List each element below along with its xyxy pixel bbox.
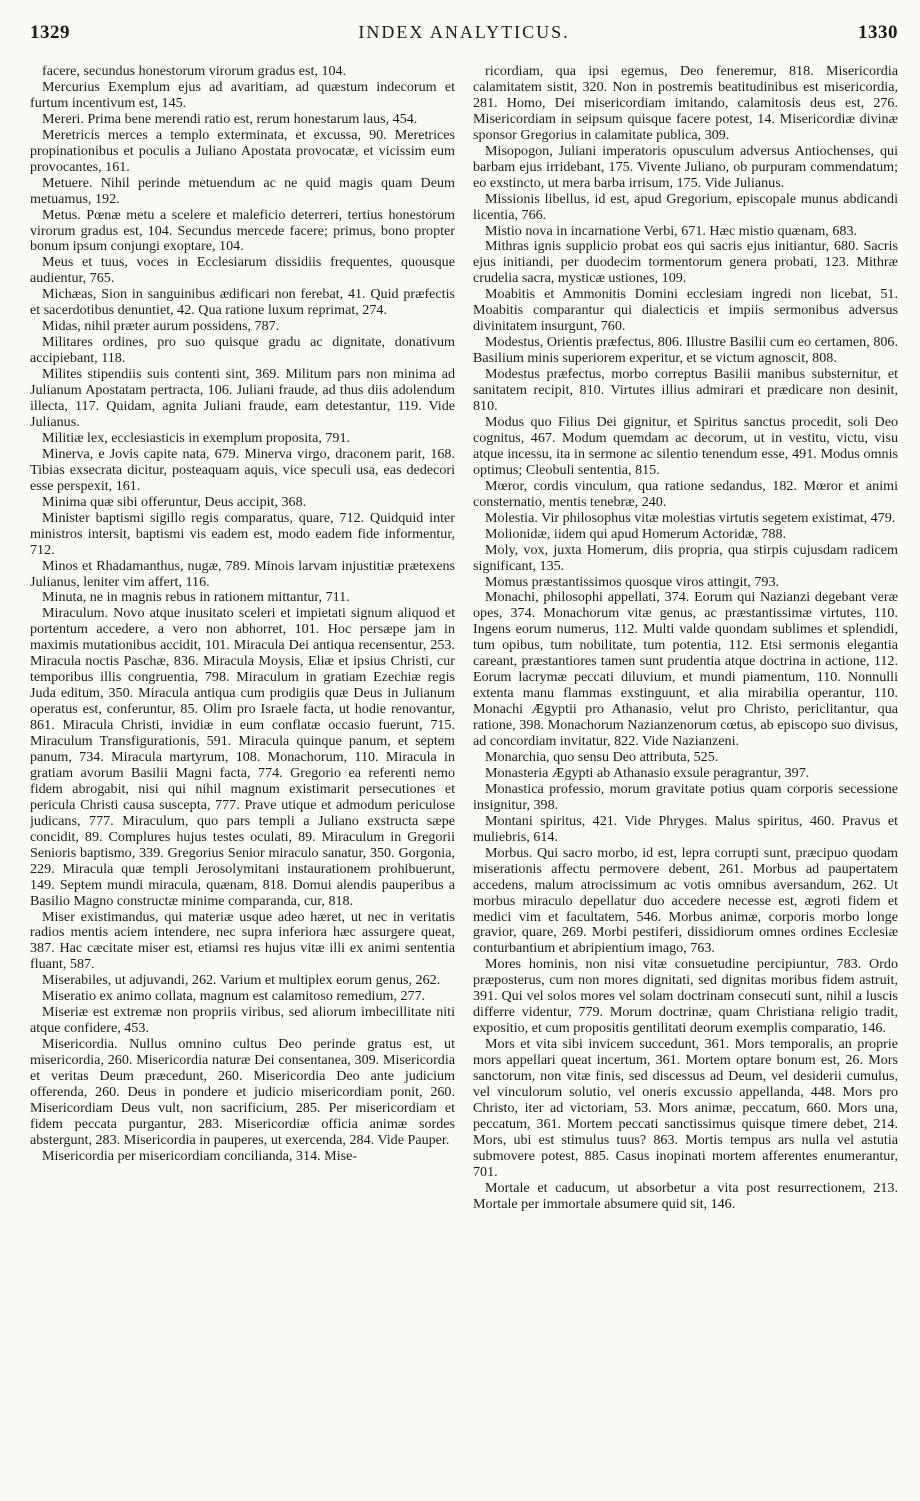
page-number-left: 1329 [30, 22, 70, 43]
index-entry: Moly, vox, juxta Homerum, diis propria, qua stirpis cujusdam radicem significant, 135. [473, 541, 898, 574]
index-entry: Metuere. Nihil perinde metuendum ac ne quid magis quam Deum metuamus, 192. [30, 174, 455, 207]
index-entry: Monasteria Ægypti ab Athanasio exsule peragrantur, 397. [485, 764, 810, 781]
index-entry: Misericordia per misericordiam concilianda, 314. Mise- [42, 1147, 358, 1164]
index-entry: Mithras ignis supplicio probat eos qui sacris ejus initiantur, 680. Sacris ejus initiandi, per duodecim tormentorum genera probati, 123. Mithræ crudelia sacra, mysticæ ustiones, 109. [473, 238, 898, 287]
index-entry: Minima quæ sibi offeruntur, Deus accipit, 368. [42, 493, 307, 510]
index-entry: Mœror, cordis vinculum, qua ratione sedandus, 182. Mœror et animi consternatio, mentis tenebræ, 240. [473, 477, 898, 510]
index-entry: Minerva, e Jovis capite nata, 679. Minerva virgo, draconem parit, 168. Tibias exsecrata dicitur, posteaquam aquis, vice speculi usa, eas dedecori esse perspexit, 161. [30, 445, 455, 494]
index-entry: Milites stipendiis suis contenti sint, 369. Militum pars non minima ad Julianum Apostatam pertracta, 106. Juliani fraude, ad thus diis adolendum illecta, 117. Quidam, agnita Juliani fraude, eam detestantur, 119. Vide Julianus. [30, 366, 455, 430]
right-column [473, 64, 898, 1213]
index-entry: Minister baptismi sigillo regis comparatus, quare, 712. Quidquid inter ministros intersit, baptismi vis eadem est, modo eadem fide informentur, 712. [30, 509, 455, 558]
index-entry: Montani spiritus, 421. Vide Phryges. Malus spiritus, 460. Pravus et muliebris, 614. [473, 812, 898, 845]
index-entry: Mors et vita sibi invicem succedunt, 361. Mors temporalis, an proprie mors appellari queat incertum, 361. Mortem optare bonum est, 26. Mors sanctorum, non vitæ finis, sed discessus ad Deum, vel desiderii cumulus, vel vinculorum solutio, vel oneris excussio appellanda, 448. Mors pro Christo, iter ad victoriam, 53. Mors animæ, peccatum, 660. Mors una, peccatum, 361. Mortem peccati sanctissimus quisque timere debet, 214. Mors, ubi est stimulus tuus? 863. Mortis tempus ars nulla vel astutia submovere potest, 885. Casus inopinati mortem afferentes enumerantur, 701. [473, 1036, 898, 1180]
index-entry: Meus et tuus, voces in Ecclesiarum dissidiis frequentes, quousque audientur, 765. [30, 254, 455, 287]
index-entry: Minuta, ne in magnis rebus in rationem mittantur, 711. [42, 589, 350, 606]
index-entry: Metus. Pœnæ metu a scelere et maleficio deterreri, tertius honestorum virorum gradus est, 104. Secundus mercede facere; primus, bono propter bonum ipsum conjungi exoptare, 104. [30, 206, 455, 255]
index-entry: Moabitis et Ammonitis Domini ecclesiam ingredi non licebat, 51. Moabitis comparantur qui dialecticis et impiis sermonibus adversus divinitatem insurgunt, 760. [473, 286, 898, 335]
index-entry: Monastica professio, morum gravitate potius quam corporis secessione insignitur, 398. [473, 780, 898, 813]
index-entry: Monachi, philosophi appellati, 374. Eorum qui Nazianzi degebant veræ opes, 374. Monachorum vitæ genus, ac præstantissimæ virtutes, 110. Ingens eorum numerus, 112. Multi valde quondam sublimes et splendidi, tum opibus, tum nobilitate, tum potentia, 112. Etsi sermonis elegantia careant, præstantiores tamen sunt prudentia atque doctrina in actione, 112. Eorum lacrymæ peccati diluvium, et mundi piamentum, 110. Nonnulli extenta manu flammas exstinguunt, et alia mirabilia operantur, 110. Monachi Ægyptii pro Athanasio, velut pro Christo, periclitantur, qua ratione, 398. Monachorum Nazianzenorum cœtus, ab episcopo suo divisus, ad concordiam invitatur, 822. Vide Nazianzeni. [473, 589, 898, 750]
index-entry: Momus præstantissimos quosque viros attingit, 793. [485, 573, 780, 590]
index-entry: Mistio nova in incarnatione Verbi, 671. Hæc mistio quænam, 683. [485, 222, 858, 239]
index-entry: Modestus, Orientis præfectus, 806. Illustre Basilii cum eo certamen, 806. Basilium minis superiorem experitur, et se victum agnoscit, 808. [473, 334, 898, 367]
index-entry: Miraculum. Novo atque inusitato sceleri et impietati signum aliquod et portentum accedere, a vero non abhorret, 101. Hoc persæpe jam in maximis mutationibus accidit, 101. Miracula Dei antiqua recensentur, 253. Miracula noctis Paschæ, 836. Miracula Moysis, Eliæ et ipsius Christi, cur temporibus illis congruentia, 798. Miraculum in gratiam Ezechiæ regis Juda editum, 350. Miracula antiqua cum prodigiis quæ Deus in Julianum operatus est, conferuntur, 85. Olim pro Israele facta, ut hodie renovantur, 861. Miracula Christi, invidiæ in eum conflatæ occasio fuerunt, 715. Miraculum Transfigurationis, 591. Miracula quinque panum, et septem panum, 734. Miracula martyrum, 108. Monachorum, 110. Miracula in gratiam avorum Basilii Magni facta, 774. Gregorio ea referenti nemo fidem abrogabit, nisi qui nihil magnum existimarit persecutiones et pericula Christi causa suscepta, 777. Prave utique et admodum periculose judicans, 777. Miraculum, quo pars templi a Juliano exstructa sæpe concidit, 89. Complures hujus testes oculati, 89. Miraculum in Gregorii Senioris baptismo, 339. Gregorius Senior miraculo sanatur, 350. Gorgonia, 229. Miracula quæ templi Jerosolymitani instaurationem prohibuerunt, 149. Septem mundi miracula, quænam, 818. Domui alendis pauperibus a Basilio Magno constructæ minime comparanda, cur, 818. [30, 605, 455, 909]
index-entry: Misopogon, Juliani imperatoris opusculum adversus Antiochenses, qui barbam ejus irridebant, 175. Vivente Juliano, ob purpuram commendatum; eo exstincto, ut mera barba irrisum, 175. Vide Julianus. [473, 142, 898, 191]
index-entry: Militares ordines, pro suo quisque gradu ac dignitate, donativum accipiebant, 118. [30, 334, 455, 367]
index-entry: Misericordia. Nullus omnino cultus Deo perinde gratus est, ut misericordia, 260. Misericordia naturæ Dei consentanea, 309. Misericordia et veritas Deum præcedunt, 260. Misericordia Deo ante judicium offerenda, 260. Deus in pondere et judicio misericordiam ponit, 260. Misericordiam Deus vult, non sacrificium, 285. Per misericordiam et fidem peccata purgantur, 283. Misericordiæ officia animæ sordes abstergunt, 283. Misericordia in pauperes, ut exercenda, 284. Vide Pauper. [30, 1036, 455, 1148]
index-entry: Michæas, Sion in sanguinibus ædificari non ferebat, 41. Quid præfectis et sacerdotibus denuntiet, 42. Qua ratione luxum reprimat, 274. [30, 286, 455, 319]
two-column-body [30, 64, 898, 1213]
index-entry: Missionis libellus, id est, apud Gregorium, episcopale munus abdicandi licentia, 766. [473, 190, 898, 223]
index-entry: Molionidæ, iidem qui apud Homerum Actoridæ, 788. [485, 525, 787, 542]
running-header [30, 22, 898, 48]
index-entry: Mortale et caducum, ut absorbetur a vita post resurrectionem, 213. Mortale per immortale absumere quid sit, 146. [473, 1179, 898, 1212]
index-entry: Modestus præfectus, morbo correptus Basilii manibus substernitur, et sanitatem recipit, 810. Virtutes illius admirari et prædicare non desinit, 810. [473, 366, 898, 415]
index-entry: Meretricis merces a templo exterminata, et excussa, 90. Meretrices propinationibus et poculis a Juliano Apostata provocatæ, et vicissim eum provocantes, 161. [30, 126, 455, 175]
index-entry: Militiæ lex, ecclesiasticis in exemplum proposita, 791. [42, 429, 351, 446]
index-entry: Miserabiles, ut adjuvandi, 262. Varium et multiplex eorum genus, 262. [42, 972, 441, 989]
index-entry: ricordiam, qua ipsi egemus, Deo feneremur, 818. Misericordia calamitatem sistit, 320. Non in postremis beatitudinibus est misericordia, 281. Homo, Dei misericordiam imitando, calamitosis deus est, 276. Misericordiam in seipsum quisque facere potest, 14. Misericordiæ divinæ sponsor Gregorius in calamitate publica, 309. [473, 64, 898, 143]
index-entry: Miseratio ex animo collata, magnum est calamitoso remedium, 277. [42, 988, 426, 1005]
index-entry: facere, secundus honestorum virorum gradus est, 104. [42, 64, 347, 79]
index-entry: Mercurius Exemplum ejus ad avaritiam, ad quæstum indecorum et furtum incentivum est, 145. [30, 78, 455, 111]
index-entry: Modus quo Filius Dei gignitur, et Spiritus sanctus procedit, soli Deo cognitus, 467. Modum quemdam ac decorum, ut in vestitu, victu, visu atque incessu, ita in sermone ac silentio tenendum esse, 491. Modus omnis optimus; Cleobuli sententia, 815. [473, 413, 898, 478]
index-entry: Morbus. Qui sacro morbo, id est, lepra corrupti sunt, præcipuo quodam miserationis affectu permovere debent, 261. Morbus ad paupertatem accedens, malum atrocissimum ac votis omnibus aversandum, 262. Ut morbus miraculo depellatur duo accedere necesse est, ægroti fidem et medici vim et facultatem, 546. Morbus animæ, corporis morbo longe gravior, quare, 269. Morbi pestiferi, dissidiorum omnes ordines Ecclesiæ conturbantium et abripientium imago, 763. [473, 844, 898, 957]
index-entry: Mores hominis, non nisi vitæ consuetudine percipiuntur, 783. Ordo præposterus, cum non mores dignitati, sed dignitas moribus fidem astruit, 391. Qui vel solos mores vel solam doctrinam consecuti sunt, nihil a luscis differre videntur, 779. Morum doctrinæ, quam Christiana religio tradit, expositio, et cum propositis gentilitati deorum exemplis comparatio, 146. [473, 956, 898, 1037]
running-title: INDEX ANALYTICUS. [358, 22, 570, 42]
index-entry: Mereri. Prima bene merendi ratio est, rerum honestarum laus, 454. [42, 110, 418, 127]
page-number-right: 1330 [858, 22, 898, 43]
index-entry: Miser existimandus, qui materiæ usque adeo hæret, ut nec in veritatis radios mentis aciem intendere, nec supra inferiora hæc assurgere queat, 387. Hac cæcitate miser est, etiamsi res hujus vitæ illi ex animi sententia fluant, 587. [30, 908, 455, 973]
index-entry: Midas, nihil præter aurum possidens, 787. [42, 318, 280, 335]
index-entry: Minos et Rhadamanthus, nugæ, 789. Minois larvam injustitiæ prætexens Julianus, leniter vim affert, 116. [30, 557, 455, 590]
index-entry: Miseriæ est extremæ non propriis viribus, sed aliorum imbecillitate niti atque confidere, 453. [30, 1004, 455, 1037]
left-column [30, 64, 455, 1213]
index-entry: Monarchia, quo sensu Deo attributa, 525. [485, 748, 719, 765]
index-entry: Molestia. Vir philosophus vitæ molestias virtutis segetem existimat, 479. [485, 509, 896, 526]
